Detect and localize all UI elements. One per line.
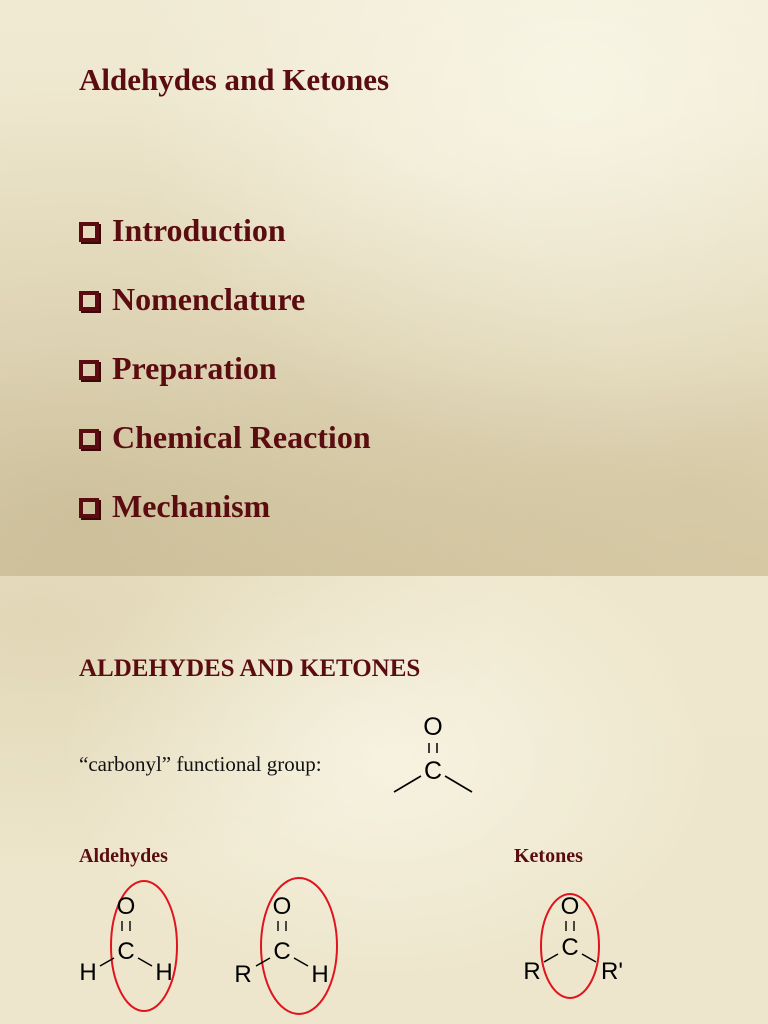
- carbon-atom: C: [423, 757, 443, 785]
- carbonyl-label: “carbonyl” functional group:: [79, 752, 322, 776]
- ketones-label: Ketones: [514, 845, 583, 867]
- carbon-atom: C: [117, 938, 135, 965]
- topic-list: [79, 196, 371, 541]
- oxygen-atom: O: [423, 713, 443, 741]
- oxygen-atom: O: [560, 893, 580, 920]
- carbonyl-structure: [385, 706, 485, 806]
- list-item: [79, 334, 371, 403]
- checkbox-square-icon: [79, 360, 99, 380]
- list-item: [79, 265, 371, 334]
- list-item-label: Nomenclature: [112, 281, 306, 317]
- carbon-atom: C: [273, 938, 291, 965]
- oxygen-atom: O: [116, 893, 136, 920]
- hydrogen-atom: H: [311, 961, 329, 988]
- list-item: [79, 403, 371, 472]
- oxygen-atom: O: [272, 893, 292, 920]
- r-prime-group-atom: R': [601, 958, 623, 985]
- slide-title: Aldehydes and Ketones: [79, 62, 390, 97]
- list-item-label: Mechanism: [112, 488, 271, 524]
- ketone-structure: [515, 876, 640, 1021]
- list-item-label: Chemical Reaction: [112, 419, 371, 455]
- aldehydes-label: Aldehydes: [79, 845, 168, 867]
- aldehyde-structure: [228, 876, 348, 1021]
- list-item-label: Introduction: [112, 212, 286, 248]
- r-group-atom: R: [523, 958, 541, 985]
- checkbox-square-icon: [79, 498, 99, 518]
- slide-2: [0, 576, 768, 1024]
- list-item: [79, 472, 371, 541]
- hydrogen-atom: H: [79, 959, 97, 986]
- carbon-atom: C: [561, 934, 579, 961]
- list-item-label: Preparation: [112, 350, 277, 386]
- hydrogen-atom: H: [155, 959, 173, 986]
- slide-title: ALDEHYDES AND KETONES: [79, 655, 421, 682]
- checkbox-square-icon: [79, 291, 99, 311]
- list-item: [79, 196, 371, 265]
- checkbox-square-icon: [79, 429, 99, 449]
- r-group-atom: R: [234, 961, 252, 988]
- formaldehyde-structure: [72, 876, 187, 1021]
- checkbox-square-icon: [79, 222, 99, 242]
